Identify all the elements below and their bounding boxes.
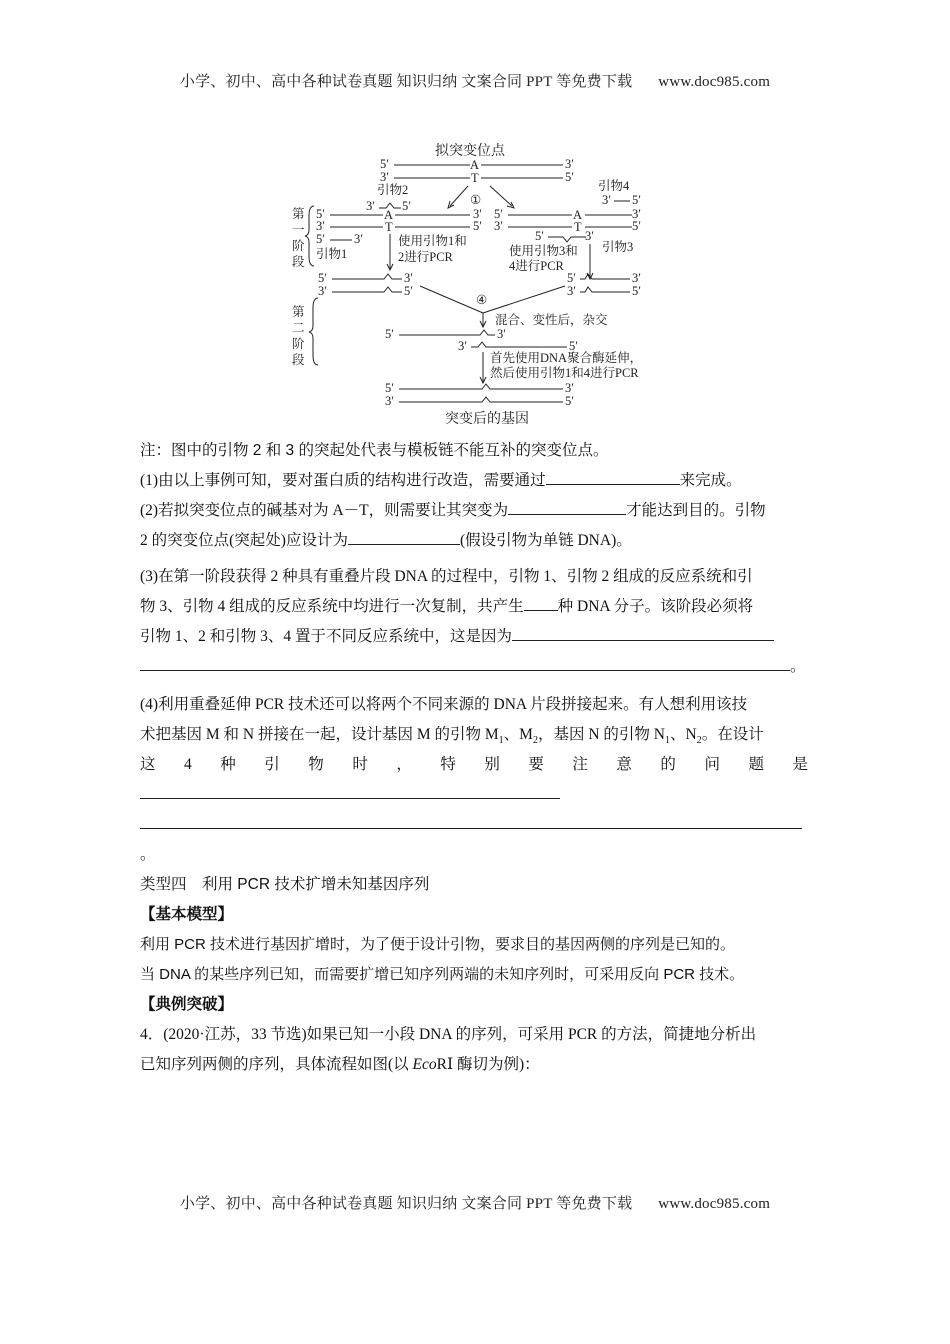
svg-text:4进行PCR: 4进行PCR [509, 259, 564, 273]
svg-text:④: ④ [476, 293, 488, 307]
svg-text:T: T [471, 171, 479, 185]
svg-text:5′: 5′ [565, 170, 574, 184]
svg-text:第: 第 [292, 305, 305, 319]
svg-text:3′: 3′ [458, 339, 467, 353]
example-question-line-2: 已知序列两侧的序列，具体流程如图(以 EcoRⅠ 酶切为例)： [140, 1056, 540, 1073]
question-4-line-6: 。 [140, 846, 156, 863]
primer-3-label: 引物3 [602, 240, 634, 254]
svg-text:3′: 3′ [602, 193, 611, 207]
svg-text:5′: 5′ [567, 271, 576, 285]
question-3-line-2: 物 3、引物 4 组成的反应系统中均进行一次复制，共产生 种 DNA 分子。该阶段必须将 [140, 592, 812, 622]
svg-text:3′: 3′ [404, 271, 413, 285]
svg-text:A: A [573, 208, 583, 222]
svg-text:5′: 5′ [632, 219, 641, 233]
header-text: 小学、初中、高中各种试卷真题 知识归纳 文案合同 PPT 等免费下载 [179, 74, 633, 90]
question-4-line-2: 术把基因 M 和 N 拼接在一起，设计基因 M 的引物 $M_1$、$M_2$，基因 N 的引物 $N_1$、$N_2$。在设计 [140, 726, 764, 747]
svg-text:3′: 3′ [632, 207, 641, 221]
svg-text:段: 段 [292, 353, 305, 367]
basic-model-line-1: 利用 PCR 技术进行基因扩增时，为了便于设计引物，要求目的基因两侧的序列是已知的。 [140, 936, 736, 953]
answer-blank-q4a[interactable] [140, 780, 560, 799]
svg-text:3′: 3′ [318, 284, 327, 298]
svg-text:3′: 3′ [567, 284, 576, 298]
svg-text:5′: 5′ [632, 193, 641, 207]
svg-text:3′: 3′ [316, 219, 325, 233]
svg-text:使用引物3和: 使用引物3和 [509, 244, 578, 258]
document-body [140, 436, 812, 1080]
answer-blank-q2a[interactable] [508, 496, 626, 515]
svg-text:2进行PCR: 2进行PCR [398, 250, 453, 264]
svg-text:5′: 5′ [316, 207, 325, 221]
svg-text:3′: 3′ [380, 170, 389, 184]
svg-text:A: A [384, 208, 394, 222]
svg-text:5′: 5′ [535, 229, 544, 243]
header-url: www.doc985.com [658, 74, 771, 90]
svg-text:T: T [385, 220, 393, 234]
question-2-line-2: 2 的突变位点(突起处)应设计为 (假设引物为单链 DNA)。 [140, 526, 812, 556]
question-3-line-3: 引物 1、2 和引物 3、4 置于不同反应系统中，这是因为 [140, 622, 812, 652]
svg-text:5′: 5′ [473, 219, 482, 233]
primer-4-label: 引物4 [598, 179, 630, 193]
primer-2-label: 引物2 [377, 183, 409, 197]
svg-text:段: 段 [292, 255, 305, 269]
svg-text:5′: 5′ [404, 284, 413, 298]
svg-text:3′: 3′ [473, 207, 482, 221]
svg-text:5′: 5′ [385, 327, 394, 341]
answer-blank-q3c[interactable] [140, 652, 790, 671]
page-header [0, 70, 950, 91]
question-3-line-1: (3)在第一阶段获得 2 种具有重叠片段 DNA 的过程中，引物 1、引物 2 组成的反应系统和引 [140, 568, 753, 585]
svg-text:5′: 5′ [569, 339, 578, 353]
page-footer [0, 1192, 950, 1213]
question-1: (1)由以上事例可知，要对蛋白质的结构进行改造，需要通过 来完成。 [140, 466, 812, 496]
svg-text:T: T [574, 220, 582, 234]
example-question-line-1: 4．(2020·江苏，33 节选)如果已知一小段 DNA 的序列，可采用 PCR 的方法，简捷地分析出 [140, 1026, 757, 1043]
svg-text:5′: 5′ [385, 381, 394, 395]
svg-text:3′: 3′ [565, 381, 574, 395]
overlap-extension-pcr-diagram [280, 138, 660, 428]
svg-text:阶: 阶 [292, 239, 305, 253]
basic-model-heading: 【基本模型】 [140, 906, 234, 923]
svg-text:使用引物1和: 使用引物1和 [398, 234, 467, 248]
svg-text:5′: 5′ [565, 394, 574, 408]
section-title: 类型四 利用 PCR 技术扩增未知基因序列 [140, 876, 430, 893]
svg-text:5′: 5′ [402, 199, 411, 213]
primer-1-label: 引物1 [316, 247, 348, 261]
svg-text:3′: 3′ [585, 229, 594, 243]
question-4-line-1: (4)利用重叠延伸 PCR 技术还可以将两个不同来源的 DNA 片段拼接起来。有人想利用该技 [140, 696, 748, 713]
svg-text:3′: 3′ [632, 271, 641, 285]
footer-url: www.doc985.com [658, 1196, 771, 1212]
svg-text:混合、变性后，杂交: 混合、变性后，杂交 [495, 313, 608, 327]
question-2-line-1: (2)若拟突变位点的碱基对为 A－T，则需要让其突变为 才能达到目的。引物 [140, 496, 812, 526]
svg-text:3′: 3′ [354, 232, 363, 246]
svg-text:第: 第 [292, 207, 305, 221]
answer-blank-q1[interactable] [546, 466, 680, 485]
svg-text:5′: 5′ [318, 271, 327, 285]
question-4-line-3: 这 4 种 引 物 时 ， 特 别 要 注 意 的 问 题 是 [140, 756, 808, 773]
svg-text:一: 一 [292, 223, 305, 237]
figure-note: 注：图中的引物 2 和 3 的突起处代表与模板链不能互补的突变位点。 [140, 442, 609, 459]
svg-text:5′: 5′ [494, 207, 503, 221]
question-4-line-5 [140, 810, 812, 840]
question-4-line-4 [140, 780, 812, 810]
diagram-title: 拟突变位点 [435, 144, 505, 159]
svg-text:①: ① [470, 193, 482, 207]
svg-text:5′: 5′ [380, 157, 389, 171]
example-heading: 【典例突破】 [140, 996, 234, 1013]
svg-text:阶: 阶 [292, 337, 305, 351]
svg-text:3′: 3′ [565, 157, 574, 171]
diagram-bottom-caption: 突变后的基因 [445, 412, 529, 427]
svg-text:3′: 3′ [366, 199, 375, 213]
answer-blank-q3a[interactable] [524, 592, 558, 611]
svg-text:3′: 3′ [385, 394, 394, 408]
svg-text:5′: 5′ [632, 284, 641, 298]
footer-text: 小学、初中、高中各种试卷真题 知识归纳 文案合同 PPT 等免费下载 [179, 1196, 633, 1212]
question-3-line-4: 。 [140, 652, 812, 682]
answer-blank-q4b[interactable] [140, 810, 802, 829]
svg-text:二: 二 [292, 321, 305, 335]
svg-text:5′: 5′ [316, 232, 325, 246]
answer-blank-q2b[interactable] [348, 526, 460, 545]
basic-model-line-2: 当 DNA 的某些序列已知，而需要扩增已知序列两端的未知序列时，可采用反向 PCR 技术。 [140, 966, 745, 983]
svg-text:3′: 3′ [494, 219, 503, 233]
svg-text:然后使用引物1和4进行PCR: 然后使用引物1和4进行PCR [490, 366, 639, 380]
svg-text:首先使用DNA聚合酶延伸，: 首先使用DNA聚合酶延伸， [490, 351, 643, 365]
svg-text:3′: 3′ [497, 327, 506, 341]
svg-text:A: A [470, 158, 480, 172]
answer-blank-q3b[interactable] [512, 622, 774, 641]
